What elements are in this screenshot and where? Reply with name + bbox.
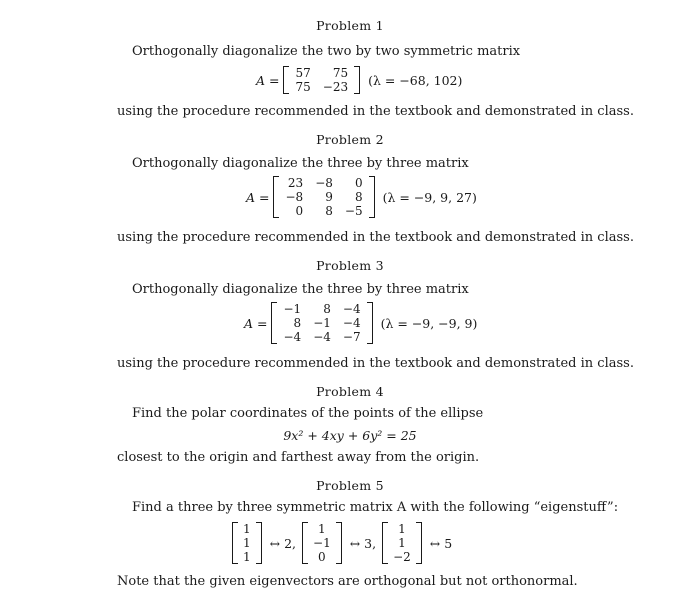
vector-entry: 0 xyxy=(318,550,326,564)
matrix-cell: −8 xyxy=(315,176,333,190)
vector-entry: 1 xyxy=(243,522,251,536)
problem-3-intro: Orthogonally diagonalize the three by three matrix xyxy=(132,282,469,297)
problem-4-heading: Problem 4 xyxy=(316,384,384,399)
vector-entry: 1 xyxy=(398,536,406,550)
matrix-cell: 8 xyxy=(354,190,363,204)
problem-2-equation xyxy=(246,176,477,218)
matrix-cell: 0 xyxy=(354,176,363,190)
matrix-cell: 23 xyxy=(287,176,304,190)
matrix-cell: 8 xyxy=(325,204,333,218)
problem-2-outro: using the procedure recommended in the textbook and demonstrated in class. xyxy=(117,230,634,245)
problem-5-heading: Problem 5 xyxy=(316,478,384,493)
problem-4-intro: Find the polar coordinates of the points of the ellipse xyxy=(132,406,484,421)
matrix-cell: 75 xyxy=(295,80,311,94)
matrix-label: A = xyxy=(246,189,270,205)
vector-entry: 1 xyxy=(243,536,251,550)
problem-5-intro: Find a three by three symmetric matrix A with the following “eigenstuff”: xyxy=(132,500,619,515)
matrix-cell: 9 xyxy=(325,190,333,204)
matrix-cell: 8 xyxy=(323,302,331,316)
eigenvalue-1: ↔ 2, xyxy=(269,535,297,551)
vector-entry: 1 xyxy=(243,550,251,564)
eigenvector-1 xyxy=(232,522,262,564)
vector-entry: −2 xyxy=(393,550,411,564)
matrix-cell: 8 xyxy=(293,316,302,330)
problem-1-heading: Problem 1 xyxy=(316,18,384,33)
matrix-cell: −5 xyxy=(344,204,363,218)
eigenvalue-note: (λ = −9, 9, 27) xyxy=(382,189,477,205)
matrix-cell: −4 xyxy=(313,330,331,344)
eigenvalue-2: ↔ 3, xyxy=(349,535,377,551)
matrix-cell: −23 xyxy=(322,80,349,94)
eigenvalue-note: (λ = −68, 102) xyxy=(368,72,463,88)
matrix-cell: −7 xyxy=(342,330,361,344)
matrix-cell: −4 xyxy=(342,302,361,316)
problem-1-intro: Orthogonally diagonalize the two by two symmetric matrix xyxy=(132,44,521,59)
matrix-a xyxy=(283,66,360,94)
problem-2-heading: Problem 2 xyxy=(316,132,384,147)
matrix-cell: −8 xyxy=(285,190,304,204)
matrix-cell: −1 xyxy=(313,316,331,330)
problem-3-heading: Problem 3 xyxy=(316,258,384,273)
eigenvalue-3: ↔ 5 xyxy=(429,535,453,551)
problem-3-outro: using the procedure recommended in the textbook and demonstrated in class. xyxy=(117,356,634,371)
vector-entry: 1 xyxy=(318,522,326,536)
matrix-cell: −4 xyxy=(342,316,361,330)
eigenpairs xyxy=(232,522,458,564)
eigenvector-3 xyxy=(382,522,422,564)
matrix-cell: −4 xyxy=(283,330,302,344)
matrix-a xyxy=(273,176,374,218)
matrix-a xyxy=(271,302,372,344)
problem-1-outro: using the procedure recommended in the textbook and demonstrated in class. xyxy=(117,104,634,119)
problem-1-equation xyxy=(256,66,462,94)
vector-entry: 1 xyxy=(398,522,406,536)
matrix-label: A = xyxy=(256,72,280,88)
ellipse-equation: 9x² + 4xy + 6y² = 25 xyxy=(283,428,417,443)
matrix-label: A = xyxy=(244,315,268,331)
matrix-cell: 75 xyxy=(332,66,349,80)
problem-5-note: Note that the given eigenvectors are orthogonal but not orthonormal. xyxy=(117,574,578,589)
problem-3-equation xyxy=(244,302,477,344)
matrix-cell: 0 xyxy=(295,204,304,218)
matrix-cell: −1 xyxy=(283,302,302,316)
matrix-cell: 57 xyxy=(295,66,311,80)
eigenvector-2 xyxy=(302,522,342,564)
vector-entry: −1 xyxy=(313,536,331,550)
problem-4-outro: closest to the origin and farthest away from the origin. xyxy=(117,450,480,465)
eigenvalue-note: (λ = −9, −9, 9) xyxy=(380,315,478,331)
problem-2-intro: Orthogonally diagonalize the three by three matrix xyxy=(132,156,469,171)
